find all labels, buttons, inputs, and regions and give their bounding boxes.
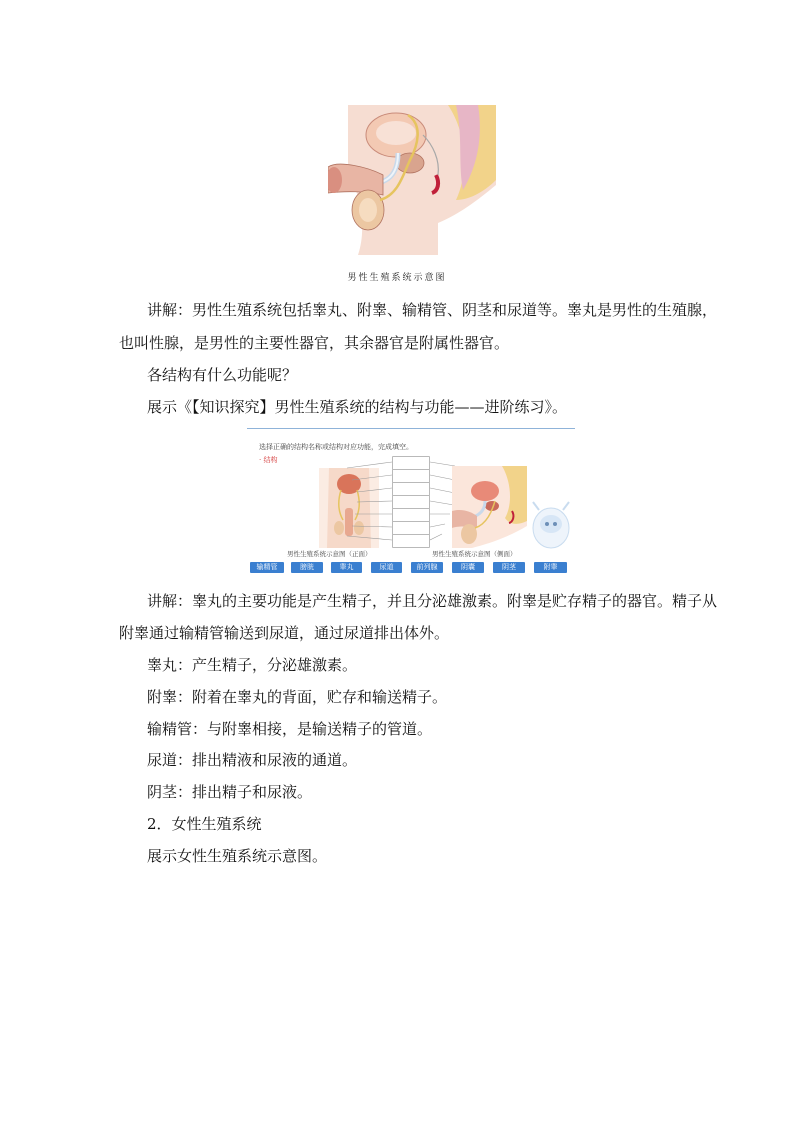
exercise-panel [247,428,575,574]
paragraph-question: 各结构有什么功能呢？ [147,366,298,384]
answer-blank-3[interactable] [392,482,430,496]
side-view-caption: 男性生殖系统示意图（侧面） [432,550,517,558]
paragraph-vas-deferens: 输精管：与附睾相接，是输送精子的管道。 [147,720,433,738]
paragraph-explanation-line2: 也叫性腺，是男性的主要性器官，其余器官是附属性器官。 [119,334,510,352]
panel-divider [247,428,575,429]
option-button-8[interactable]: 附睾 [534,562,567,573]
exercise-section-label: · 结构 [259,456,278,464]
side-view-diagram [447,466,527,548]
paragraph-show-exercise: 展示《【知识探究】男性生殖系统的结构与功能——进阶练习》。 [147,398,568,416]
answer-blank-2[interactable] [392,469,430,483]
answer-blank-5[interactable] [392,508,430,522]
paragraph-explanation-line1: 讲解：男性生殖系统包括睾丸、附睾、输精管、阴茎和尿道等。睾丸是男性的生殖腺， [147,301,718,319]
answer-blank-6[interactable] [392,521,430,535]
paragraph-function-line2: 附睾通过输精管输送到尿道，通过尿道排出体外。 [119,624,450,642]
figure-caption: 男性生殖系统示意图 [347,273,447,283]
option-button-3[interactable]: 睾丸 [331,562,362,573]
paragraph-epididymis: 附睾：附着在睾丸的背面，贮存和输送精子。 [147,688,448,706]
male-reproductive-illustration [328,105,496,255]
exercise-instruction: 选择正确的结构名称或结构对应功能，完成填空。 [259,443,413,451]
option-button-7[interactable]: 阴茎 [493,562,525,573]
paragraph-urethra: 尿道：排出精液和尿液的通道。 [147,751,358,769]
answer-blank-7[interactable] [392,534,430,548]
option-button-6[interactable]: 阴囊 [452,562,484,573]
answer-blank-1[interactable] [392,456,430,470]
front-view-caption: 男性生殖系统示意图（正面） [287,550,372,558]
mascot-icon [529,500,573,552]
option-button-2[interactable]: 膀胱 [291,562,323,573]
answer-blank-4[interactable] [392,495,430,509]
option-button-1[interactable]: 输精管 [250,562,284,573]
paragraph-show-female: 展示女性生殖系统示意图。 [147,847,328,865]
front-leader-lines [347,458,392,548]
option-button-5[interactable]: 前列腺 [411,562,443,573]
section-heading-female: 2．女性生殖系统 [147,815,262,833]
option-button-4[interactable]: 尿道 [371,562,402,573]
paragraph-function-line1: 讲解：睾丸的主要功能是产生精子，并且分泌雄激素。附睾是贮存精子的器官。精子从 [147,592,718,610]
paragraph-penis: 阴茎：排出精子和尿液。 [147,783,313,801]
paragraph-testis: 睾丸：产生精子，分泌雄激素。 [147,656,358,674]
